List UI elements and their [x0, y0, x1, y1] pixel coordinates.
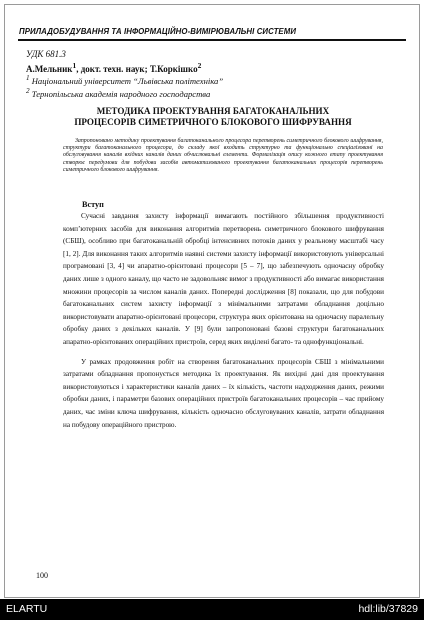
- udk-code: УДК 681.3: [26, 49, 66, 59]
- handle-identifier: hdl:lib/37829: [358, 603, 418, 615]
- repository-footer-bar: [0, 599, 424, 620]
- article-title: [17, 106, 409, 128]
- header-rule: [18, 39, 406, 41]
- page-number: 100: [36, 571, 48, 580]
- section-heading-introduction: Вступ: [82, 200, 104, 209]
- body-paragraph: У рамках продовження робіт на створення багатоканальних процесорів СБШ з мінімальними затратами обладнання пропонується методика їх проектування. Як вихідні дані для проектування використовуються і характеристики каналів даних – їх кількість, частоти надходження даних, режими обробки даних, і параметри базових операційних пристроїв багатоканальних процесорів – час прийому даних, час зміни ключа шифрування, кількість одночасно обслуговуваних каналів, затрати обладнання на побудову операційного пристрою.: [63, 357, 384, 429]
- article-title-line-1: МЕТОДИКА ПРОЕКТУВАННЯ БАГАТОКАНАЛЬНИХ: [96, 106, 330, 116]
- journal-page: [4, 4, 420, 598]
- affiliation-2: [26, 87, 210, 99]
- author-2-text: , докт. техн. наук; Т.Коркішко: [76, 64, 198, 74]
- affiliation-1-text: Національний університет “Львівська політехніка”: [29, 75, 224, 86]
- affiliation-1: [26, 74, 223, 86]
- author-1-superscript: 1: [72, 61, 77, 70]
- repository-name: ELARTU: [6, 603, 48, 615]
- affiliation-1-mark: 1: [26, 74, 30, 82]
- body-paragraph: Сучасні завдання захисту інформації вимагають постійного збільшення продуктивності комп’ютерних засобів для виконання алгоритмів перетворень симетричного блокового шифрування (СБШ), особливо при багатоканальній обробці інтенсивних потоків даних у реальному масштабі часу [1, 2]. Для виконання таких алгоритмів наявні системи захисту інформації використовують універсальні програмовані [3, 4] чи апаратно-орієнтовані процесори [5 – 7], що забезпечують одночасну обробку даних лише з одного каналу, що часто не задовольняє вимог з продуктивності або вимагає використання множини процесорів за числом каналів даних. Попередні дослідження [8] показали, що для побудови багатоканальних систем захисту інформації з мінімальними затратами обладнання доцільно використовувати апаратно-орієнтовані процесори, структура яких орієнтована на одночасну паралельну обробку даних з декількох каналів. У [9] були запропоновані базові структури багатоканальних апаратно-орієнтованих операційних пристроїв, серед яких виділені багато- та однофункціональні.: [63, 212, 384, 346]
- authors-line: [26, 61, 201, 74]
- abstract: Запропоновано методику проектування багатоканального процесора перетворень симетричного блокового шифрування, структури багатоканального процесора, до складу якої входить структурно та функціонально спеціалізовані на обслуговування каналів вхідних каналів даних обчислювальні елементи. Формалізація опису кожного етапу проектування створює передумови для побудови засобів автоматизованого проектування багатоканальних процесорів перетворень симетричного блокового шифрування.: [63, 138, 383, 173]
- article-body: [63, 210, 384, 431]
- article-title-line-2: ПРОЦЕСОРІВ СИМЕТРИЧНОГО БЛОКОВОГО ШИФРУВАННЯ: [74, 117, 352, 127]
- affiliation-2-text: Тернопільська академія народного господарства: [29, 88, 211, 99]
- running-head: ПРИЛАДОБУДУВАННЯ ТА ІНФОРМАЦІЙНО-ВИМІРЮВАЛЬНІ СИСТЕМИ: [19, 27, 297, 36]
- author-1-name: А.Мельник: [26, 64, 73, 74]
- affiliation-2-mark: 2: [26, 87, 30, 95]
- author-2-superscript: 2: [197, 61, 202, 70]
